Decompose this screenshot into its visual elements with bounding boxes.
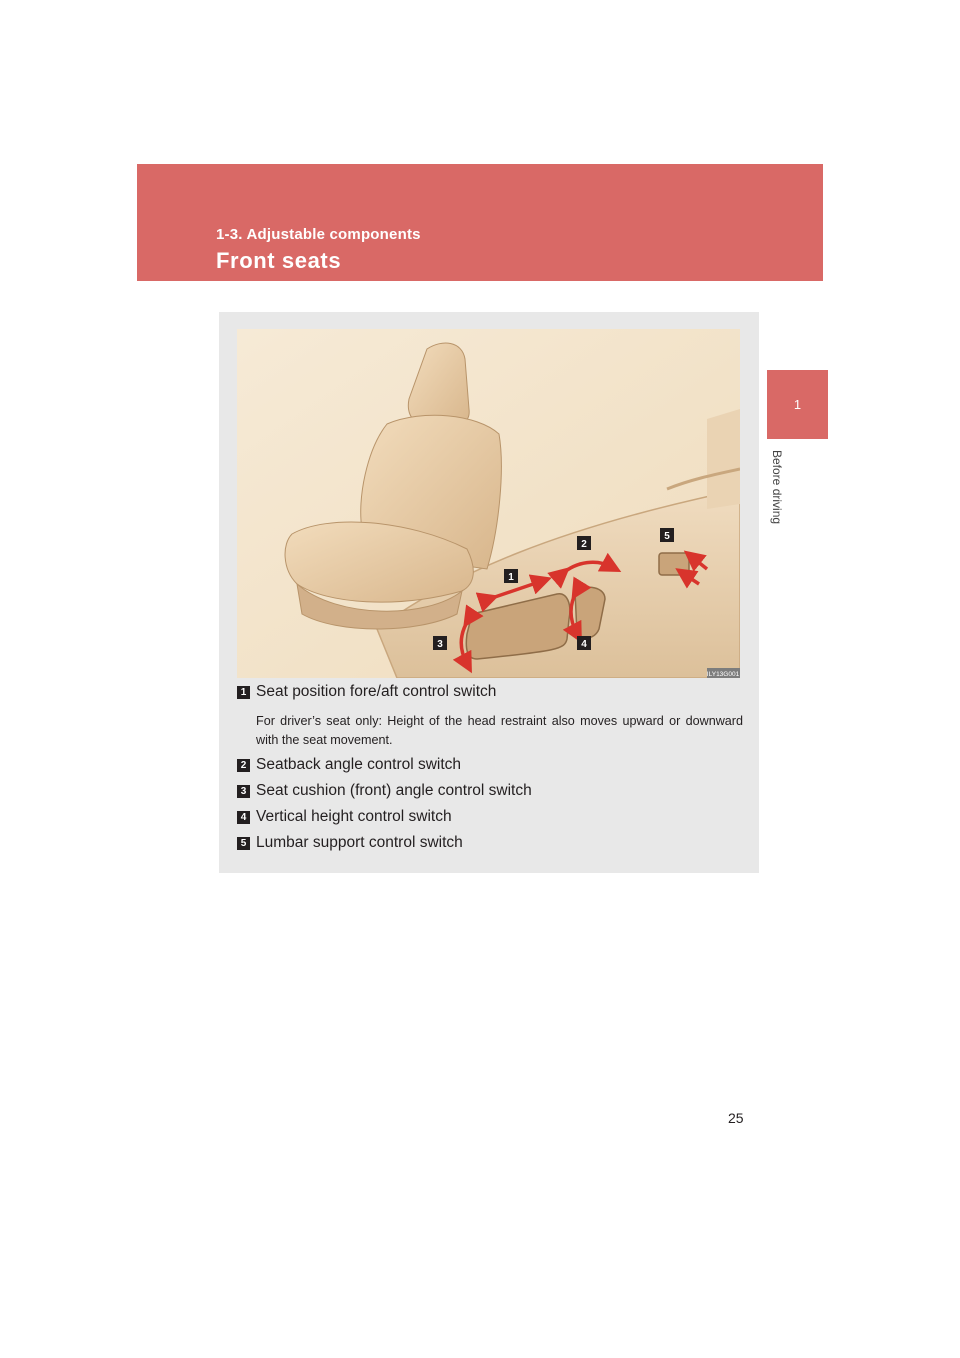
chapter-side-label: Before driving bbox=[770, 450, 784, 525]
legend-badge-4: 4 bbox=[237, 811, 250, 824]
svg-text:3: 3 bbox=[437, 639, 443, 650]
callout-2 bbox=[577, 536, 591, 550]
section-label: 1-3. Adjustable components bbox=[216, 226, 421, 243]
callout-1 bbox=[504, 569, 518, 583]
callout-5 bbox=[660, 528, 674, 542]
legend-label-5: Lumbar support control switch bbox=[256, 834, 463, 851]
svg-text:5: 5 bbox=[664, 531, 670, 542]
legend-label-4: Vertical height control switch bbox=[256, 808, 452, 825]
callout-4 bbox=[577, 636, 591, 650]
legend-label-1: Seat position fore/aft control switch bbox=[256, 683, 497, 700]
callout-3 bbox=[433, 636, 447, 650]
page-number: 25 bbox=[728, 1110, 744, 1126]
page-title: Front seats bbox=[216, 248, 342, 273]
legend-label-2: Seatback angle control switch bbox=[256, 756, 462, 773]
svg-text:4: 4 bbox=[581, 639, 587, 650]
legend-label-3: Seat cushion (front) angle control switch bbox=[256, 782, 532, 799]
legend-badge-3: 3 bbox=[237, 785, 250, 798]
seat-illustration bbox=[237, 329, 740, 678]
svg-text:2: 2 bbox=[581, 539, 587, 550]
figure-code: ILY13G001 bbox=[706, 671, 740, 678]
svg-text:1: 1 bbox=[508, 572, 514, 583]
chapter-tab[interactable]: 1 bbox=[767, 370, 828, 439]
legend-note-1: For driver’s seat only: Height of the head restraint also moves upward or downward with the seat movement. bbox=[256, 714, 743, 747]
legend-badge-5: 5 bbox=[237, 837, 250, 850]
legend-badge-1: 1 bbox=[237, 686, 250, 699]
legend-badge-2: 2 bbox=[237, 759, 250, 772]
